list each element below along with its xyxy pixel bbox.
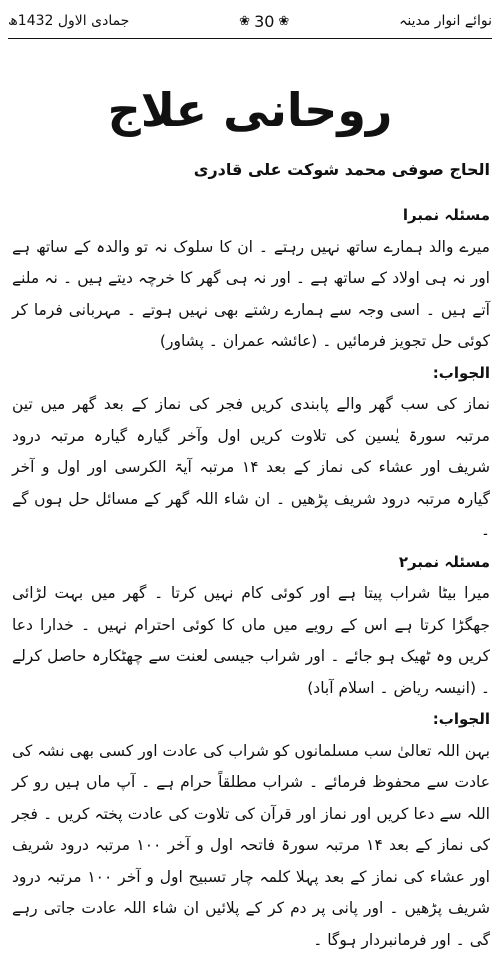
section-text: میرے والد ہمارے ساتھ نہیں رہتے ۔ ان کا سلوک نہ تو والدہ کے ساتھ ہے اور نہ ہی اولاد کے ساتھ ہے ۔ اور نہ ہی گھر کا خرچہ دیتے ہیں ۔ نہ ملنے آتے ہیں ۔ اسی وجہ سے ہمارے رشتے بھی نہیں ہوتے ۔ مہربانی فرما کر کوئی حل تجویز فرمائیں ۔ (عائشہ عمران ۔ پشاور) bbox=[12, 232, 490, 358]
article-title: روحانی علاج bbox=[0, 80, 500, 140]
section-heading: الجواب: bbox=[12, 704, 490, 736]
section-text: بہن اللہ تعالیٰ سب مسلمانوں کو شراب کی عادت اور کسی بھی نشہ کی عادت سے محفوظ فرمائے ۔ شراب مطلقاً حرام ہے ۔ آپ ماں ہیں رو کر اللہ سے دعا کریں اور نماز اور قرآن کی تلاوت کی عادت پختہ کریں ۔ فجر کی نماز کے بعد ۱۴ مرتبہ سورۃ فاتحہ اول و آخر ۱۰۰ مرتبہ درود شریف اور عشاء کی نماز کے بعد پہلا کلمہ چار تسبیح اول و آخر ۱۰۰ مرتبہ درود شریف پڑھیں ۔ اور پانی پر دم کر کے پلائیں ان شاء اللہ عادت جاتی رہے گی ۔ اور فرمانبردار ہوگا ۔ bbox=[12, 736, 490, 956]
section-text: میرا بیٹا شراب پیتا ہے اور کوئی کام نہیں کرتا ۔ گھر میں بہت لڑائی جھگڑا کرتا ہے اس کے رویے میں ماں کا کوئی احترام نہیں ۔ خدارا دعا کریں وہ ٹھیک ہو جائے ۔ اور شراب جیسی لعنت سے چھٹکارہ حاصل کرلے ۔ (انیسہ ریاض ۔ اسلام آباد) bbox=[12, 578, 490, 704]
section-heading: الجواب: bbox=[12, 358, 490, 390]
section-heading: مسئلہ نمبر۲ bbox=[12, 547, 490, 579]
page-number: 30 bbox=[254, 12, 274, 31]
magazine-name: نوائے انوار مدینہ bbox=[399, 13, 492, 29]
article-author: الحاج صوفی محمد شوکت علی قادری bbox=[194, 160, 490, 179]
issue-date: جمادی الاول 1432ھ bbox=[8, 13, 129, 29]
ornament-icon: ❀ bbox=[239, 14, 250, 29]
section-text: نماز کی سب گھر والے پابندی کریں فجر کی نماز کے بعد گھر میں تین مرتبہ سورۃ یٰسین کی تلاوت کریں اول وآخر گیارہ گیارہ مرتبہ درود شریف اور عشاء کی نماز کے بعد ۱۴ مرتبہ آیۃ الکرسی اور اول و آخر گیارہ مرتبہ درود شریف پڑھیں ۔ ان شاء اللہ گھر کے مسائل حل ہوں گے ۔ bbox=[12, 389, 490, 547]
header-divider bbox=[8, 38, 492, 39]
section-heading: مسئلہ نمبرا bbox=[12, 200, 490, 232]
ornament-icon: ❀ bbox=[278, 14, 289, 29]
article-body bbox=[12, 200, 490, 956]
page-number-box bbox=[239, 12, 289, 31]
page-header bbox=[8, 6, 492, 36]
